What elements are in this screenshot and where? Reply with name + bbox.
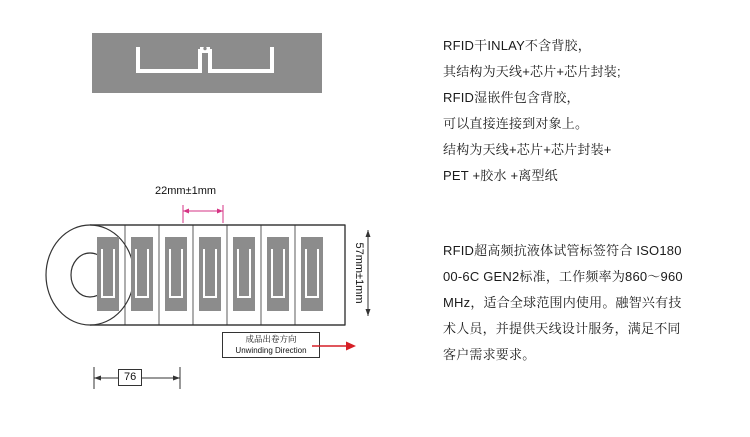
spec-description-line-3: MHz，适合全球范围内使用。融智兴有技 bbox=[443, 295, 682, 310]
unwinding-direction-label-cn: 成品出卷方向 bbox=[245, 334, 297, 344]
width-dimension-label: 22mm±1mm bbox=[155, 185, 217, 197]
inlay-description-line-1: RFID干INLAY不含背胶， bbox=[443, 38, 591, 53]
inlay-antenna-icon bbox=[130, 47, 280, 77]
core-dimension-label: 76 bbox=[118, 369, 142, 386]
unwinding-direction-arrow-icon bbox=[312, 340, 357, 352]
inlay-description-line-3: RFID湿嵌件包含背胶， bbox=[443, 90, 580, 105]
description-column bbox=[443, 0, 733, 437]
inlay-description-line-4: 可以直接连接到对象上。 bbox=[443, 116, 589, 131]
height-dimension bbox=[352, 228, 370, 318]
rfid-inlay-illustration bbox=[92, 33, 322, 93]
inlay-description-paragraph bbox=[443, 33, 723, 189]
height-dimension-label: 57mm±1mm bbox=[353, 242, 365, 304]
unwinding-direction-box bbox=[222, 332, 320, 358]
inlay-description-line-6: PET +胶水 +离型纸 bbox=[443, 168, 558, 183]
spec-description-line-4: 术人员，并提供天线设计服务，满足不同 bbox=[443, 321, 681, 336]
spec-description-line-5: 客户需求要求。 bbox=[443, 347, 536, 362]
spec-description-line-1: RFID超高频抗液体试管标签符合 ISO180 bbox=[443, 243, 682, 258]
inlay-description-line-5: 结构为天线+芯片+芯片封装+ bbox=[443, 142, 612, 157]
spec-description-line-2: 00-6C GEN2标准，工作频率为860～960 bbox=[443, 269, 683, 284]
unwinding-direction-label-en: Unwinding Direction bbox=[235, 346, 307, 355]
core-dimension bbox=[88, 367, 198, 391]
inlay-description-line-2: 其结构为天线+芯片+芯片封装; bbox=[443, 64, 621, 79]
spec-description-paragraph bbox=[443, 238, 723, 368]
